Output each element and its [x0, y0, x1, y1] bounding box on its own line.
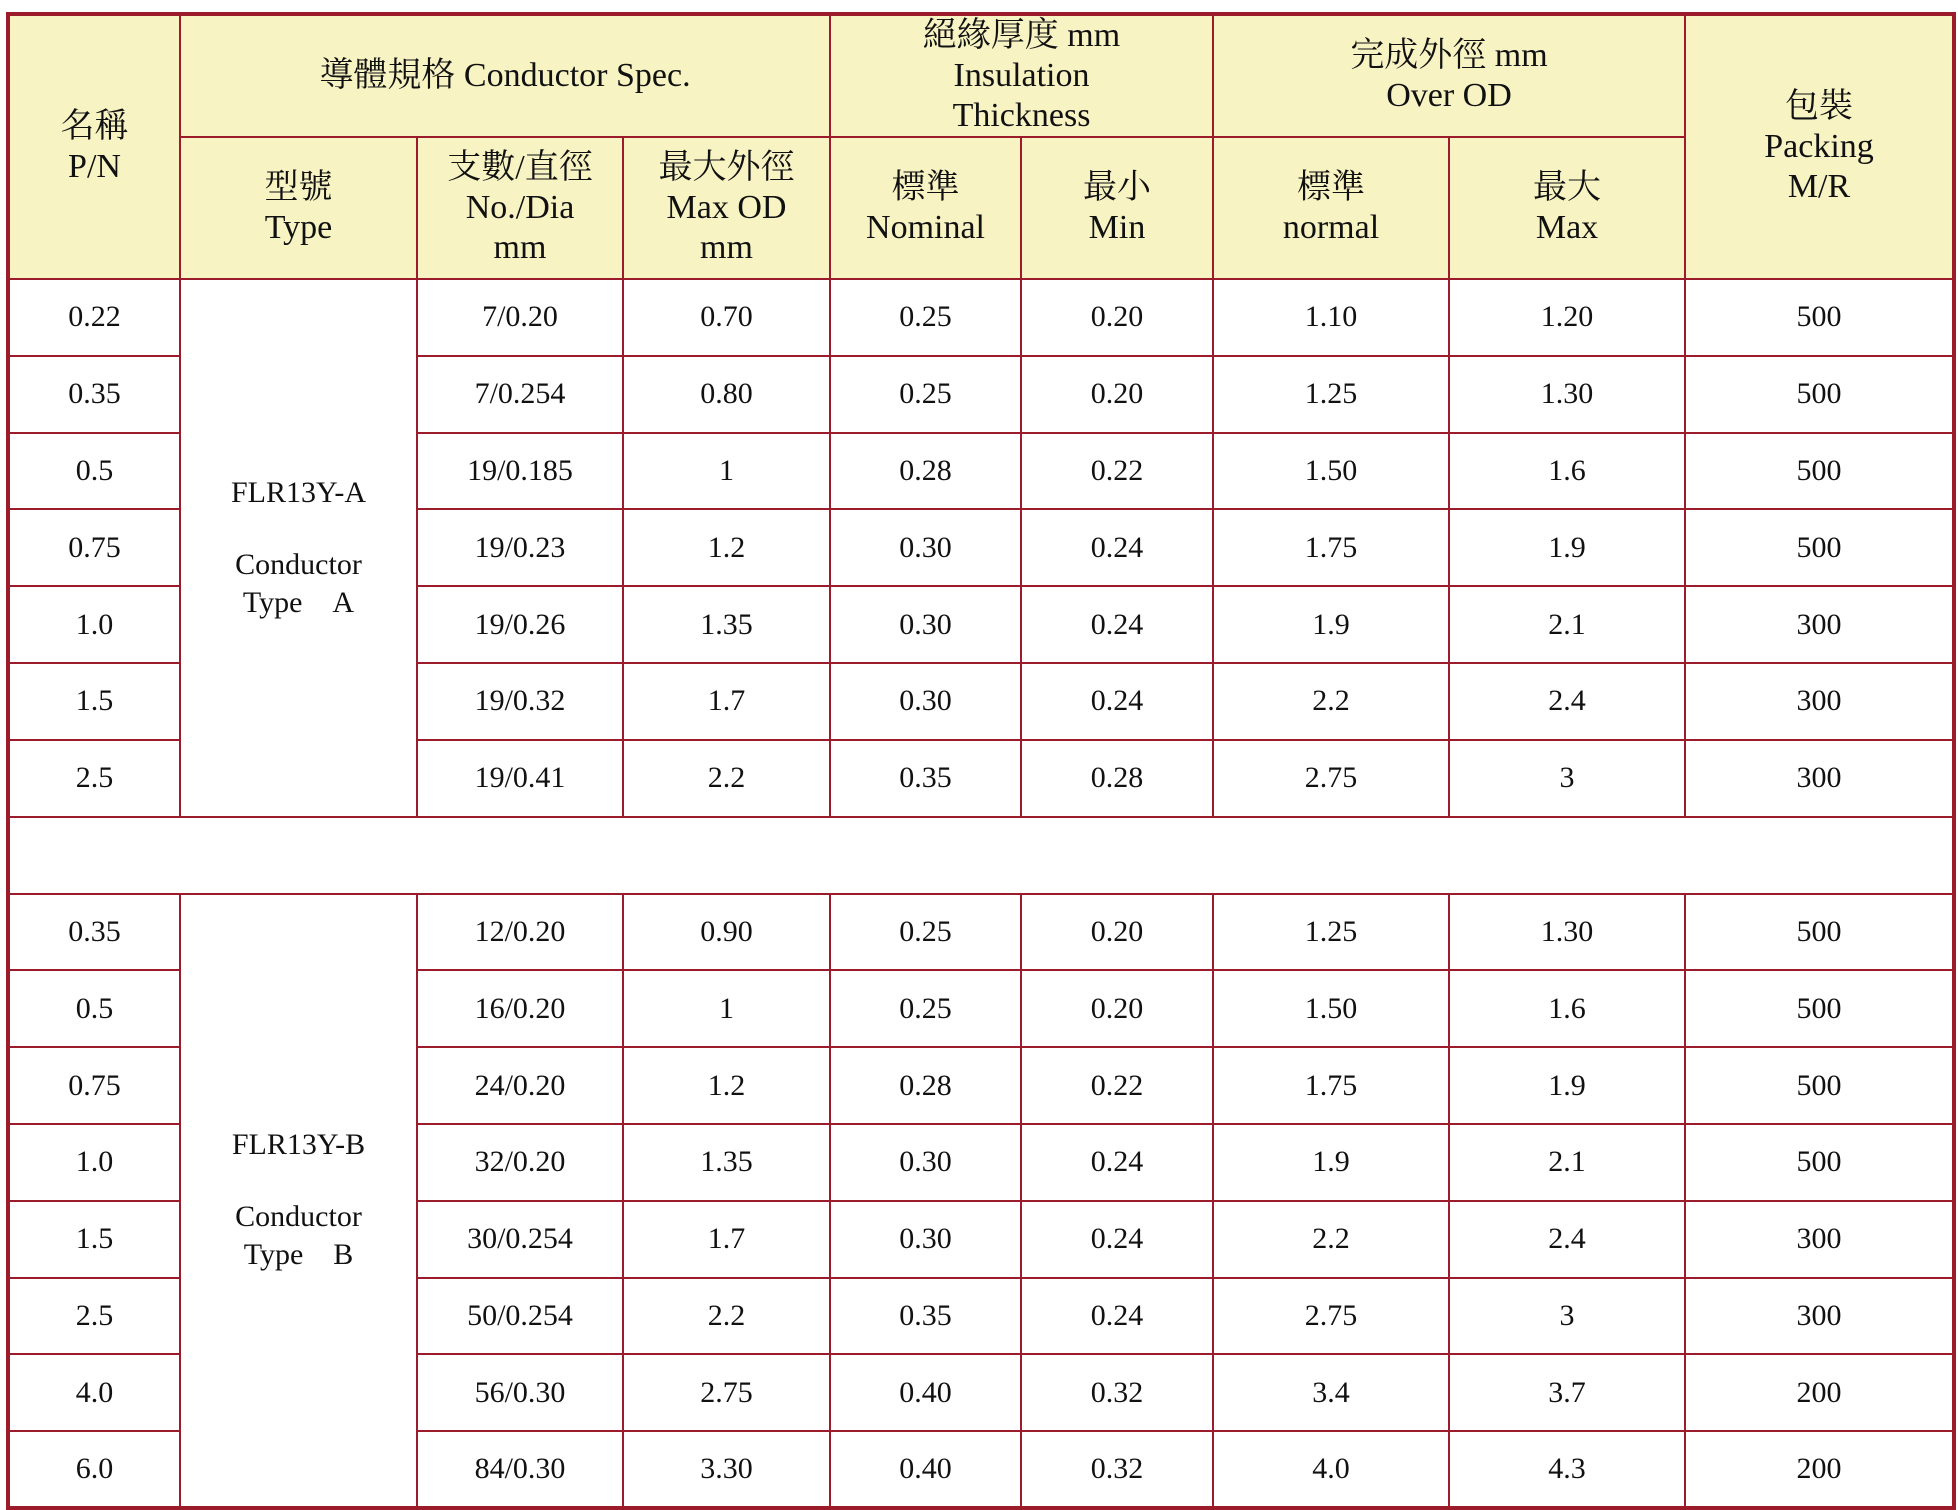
od-max-cell: 4.3	[1449, 1431, 1685, 1508]
table-body	[8, 279, 1954, 1508]
header-insulation-thickness: 絕緣厚度 mm Insulation Thickness	[830, 14, 1213, 137]
od-max-cell: 2.4	[1449, 663, 1685, 740]
group-separator	[8, 817, 1954, 894]
max-od-cell: 0.80	[623, 356, 830, 433]
spec-sheet	[6, 12, 1952, 1500]
pn-cell: 2.5	[8, 740, 180, 817]
header-row-top	[8, 14, 1954, 137]
od-normal-cell: 4.0	[1213, 1431, 1449, 1508]
no-dia-cell: 19/0.41	[417, 740, 623, 817]
packing-cell: 200	[1685, 1354, 1954, 1431]
header-od-normal: 標準 normal	[1213, 137, 1449, 279]
od-max-cell: 1.30	[1449, 356, 1685, 433]
pn-cell: 1.5	[8, 1201, 180, 1278]
packing-cell: 300	[1685, 1201, 1954, 1278]
no-dia-cell: 7/0.20	[417, 279, 623, 356]
od-max-cell: 2.1	[1449, 1124, 1685, 1201]
insulation-nominal-cell: 0.35	[830, 740, 1021, 817]
od-max-cell: 1.30	[1449, 894, 1685, 971]
packing-cell: 300	[1685, 740, 1954, 817]
no-dia-cell: 84/0.30	[417, 1431, 623, 1508]
max-od-cell: 2.75	[623, 1354, 830, 1431]
insulation-min-cell: 0.20	[1021, 279, 1213, 356]
pn-cell: 0.35	[8, 894, 180, 971]
pn-cell: 0.35	[8, 356, 180, 433]
insulation-nominal-cell: 0.28	[830, 1047, 1021, 1124]
pn-cell: 0.5	[8, 970, 180, 1047]
od-normal-cell: 2.2	[1213, 1201, 1449, 1278]
no-dia-cell: 19/0.26	[417, 586, 623, 663]
no-dia-cell: 16/0.20	[417, 970, 623, 1047]
no-dia-cell: 12/0.20	[417, 894, 623, 971]
od-max-cell: 2.4	[1449, 1201, 1685, 1278]
insulation-min-cell: 0.24	[1021, 1201, 1213, 1278]
packing-cell: 500	[1685, 970, 1954, 1047]
packing-cell: 300	[1685, 663, 1954, 740]
max-od-cell: 0.90	[623, 894, 830, 971]
od-max-cell: 1.9	[1449, 1047, 1685, 1124]
od-normal-cell: 1.75	[1213, 509, 1449, 586]
insulation-nominal-cell: 0.30	[830, 509, 1021, 586]
max-od-cell: 3.30	[623, 1431, 830, 1508]
insulation-min-cell: 0.20	[1021, 894, 1213, 971]
max-od-cell: 1.35	[623, 586, 830, 663]
max-od-cell: 2.2	[623, 740, 830, 817]
insulation-min-cell: 0.22	[1021, 1047, 1213, 1124]
insulation-nominal-cell: 0.40	[830, 1354, 1021, 1431]
no-dia-cell: 19/0.32	[417, 663, 623, 740]
type-label-line: Conductor	[235, 1200, 362, 1234]
pn-cell: 2.5	[8, 1278, 180, 1355]
packing-cell: 500	[1685, 356, 1954, 433]
header-row-sub	[8, 137, 1954, 279]
no-dia-cell: 19/0.23	[417, 509, 623, 586]
od-normal-cell: 1.25	[1213, 356, 1449, 433]
od-max-cell: 3.7	[1449, 1354, 1685, 1431]
type-cell	[180, 894, 417, 1508]
insulation-nominal-cell: 0.25	[830, 970, 1021, 1047]
insulation-nominal-cell: 0.30	[830, 1201, 1021, 1278]
od-max-cell: 1.6	[1449, 433, 1685, 510]
no-dia-cell: 50/0.254	[417, 1278, 623, 1355]
od-max-cell: 1.6	[1449, 970, 1685, 1047]
header-no-dia: 支數/直徑 No./Dia mm	[417, 137, 623, 279]
max-od-cell: 0.70	[623, 279, 830, 356]
max-od-cell: 1	[623, 970, 830, 1047]
packing-cell: 500	[1685, 433, 1954, 510]
table-row	[8, 279, 1954, 356]
pn-cell: 0.75	[8, 1047, 180, 1124]
header-packing: 包裝 Packing M/R	[1685, 14, 1954, 279]
od-normal-cell: 1.25	[1213, 894, 1449, 971]
packing-cell: 300	[1685, 586, 1954, 663]
insulation-min-cell: 0.20	[1021, 970, 1213, 1047]
od-max-cell: 1.9	[1449, 509, 1685, 586]
od-normal-cell: 2.75	[1213, 740, 1449, 817]
insulation-min-cell: 0.32	[1021, 1354, 1213, 1431]
max-od-cell: 1.7	[623, 1201, 830, 1278]
max-od-cell: 2.2	[623, 1278, 830, 1355]
insulation-nominal-cell: 0.30	[830, 1124, 1021, 1201]
pn-cell: 0.5	[8, 433, 180, 510]
max-od-cell: 1	[623, 433, 830, 510]
max-od-cell: 1.2	[623, 509, 830, 586]
insulation-nominal-cell: 0.28	[830, 433, 1021, 510]
pn-cell: 0.75	[8, 509, 180, 586]
header-insulation-min: 最小 Min	[1021, 137, 1213, 279]
header-od-max: 最大 Max	[1449, 137, 1685, 279]
pn-cell: 0.22	[8, 279, 180, 356]
header-conductor-spec: 導體規格 Conductor Spec.	[180, 14, 830, 137]
group-separator-row	[8, 817, 1954, 894]
od-max-cell: 3	[1449, 1278, 1685, 1355]
type-label-line: Type A	[242, 585, 355, 619]
packing-cell: 300	[1685, 1278, 1954, 1355]
no-dia-cell: 24/0.20	[417, 1047, 623, 1124]
no-dia-cell: 30/0.254	[417, 1201, 623, 1278]
od-max-cell: 1.20	[1449, 279, 1685, 356]
header-pn: 名稱 P/N	[8, 14, 180, 279]
type-label-line: Type B	[243, 1238, 354, 1272]
od-max-cell: 2.1	[1449, 586, 1685, 663]
insulation-nominal-cell: 0.30	[830, 663, 1021, 740]
insulation-min-cell: 0.28	[1021, 740, 1213, 817]
insulation-nominal-cell: 0.25	[830, 356, 1021, 433]
pn-cell: 1.0	[8, 586, 180, 663]
pn-cell: 4.0	[8, 1354, 180, 1431]
header-over-od: 完成外徑 mm Over OD	[1213, 14, 1685, 137]
header-max-od: 最大外徑 Max OD mm	[623, 137, 830, 279]
insulation-min-cell: 0.32	[1021, 1431, 1213, 1508]
insulation-nominal-cell: 0.25	[830, 894, 1021, 971]
no-dia-cell: 56/0.30	[417, 1354, 623, 1431]
od-normal-cell: 1.9	[1213, 586, 1449, 663]
pn-cell: 1.0	[8, 1124, 180, 1201]
insulation-nominal-cell: 0.30	[830, 586, 1021, 663]
pn-cell: 1.5	[8, 663, 180, 740]
table-row	[8, 894, 1954, 971]
insulation-nominal-cell: 0.40	[830, 1431, 1021, 1508]
od-normal-cell: 1.50	[1213, 970, 1449, 1047]
no-dia-cell: 19/0.185	[417, 433, 623, 510]
insulation-min-cell: 0.20	[1021, 356, 1213, 433]
insulation-min-cell: 0.24	[1021, 586, 1213, 663]
no-dia-cell: 32/0.20	[417, 1124, 623, 1201]
insulation-nominal-cell: 0.25	[830, 279, 1021, 356]
packing-cell: 200	[1685, 1431, 1954, 1508]
max-od-cell: 1.2	[623, 1047, 830, 1124]
max-od-cell: 1.7	[623, 663, 830, 740]
packing-cell: 500	[1685, 894, 1954, 971]
type-cell	[180, 279, 417, 817]
insulation-min-cell: 0.24	[1021, 1278, 1213, 1355]
conductor-spec-table	[6, 12, 1956, 1510]
insulation-min-cell: 0.24	[1021, 509, 1213, 586]
packing-cell: 500	[1685, 1047, 1954, 1124]
packing-cell: 500	[1685, 509, 1954, 586]
header-insulation-nominal: 標準 Nominal	[830, 137, 1021, 279]
insulation-min-cell: 0.22	[1021, 433, 1213, 510]
od-normal-cell: 2.2	[1213, 663, 1449, 740]
od-normal-cell: 2.75	[1213, 1278, 1449, 1355]
type-label-line: FLR13Y-B	[231, 1128, 366, 1162]
od-normal-cell: 3.4	[1213, 1354, 1449, 1431]
packing-cell: 500	[1685, 279, 1954, 356]
od-normal-cell: 1.9	[1213, 1124, 1449, 1201]
insulation-nominal-cell: 0.35	[830, 1278, 1021, 1355]
header-type: 型號 Type	[180, 137, 417, 279]
od-max-cell: 3	[1449, 740, 1685, 817]
packing-cell: 500	[1685, 1124, 1954, 1201]
type-label-line: Conductor	[235, 547, 362, 581]
pn-cell: 6.0	[8, 1431, 180, 1508]
max-od-cell: 1.35	[623, 1124, 830, 1201]
od-normal-cell: 1.10	[1213, 279, 1449, 356]
od-normal-cell: 1.75	[1213, 1047, 1449, 1124]
od-normal-cell: 1.50	[1213, 433, 1449, 510]
insulation-min-cell: 0.24	[1021, 1124, 1213, 1201]
no-dia-cell: 7/0.254	[417, 356, 623, 433]
insulation-min-cell: 0.24	[1021, 663, 1213, 740]
type-label-line: FLR13Y-A	[230, 475, 366, 509]
